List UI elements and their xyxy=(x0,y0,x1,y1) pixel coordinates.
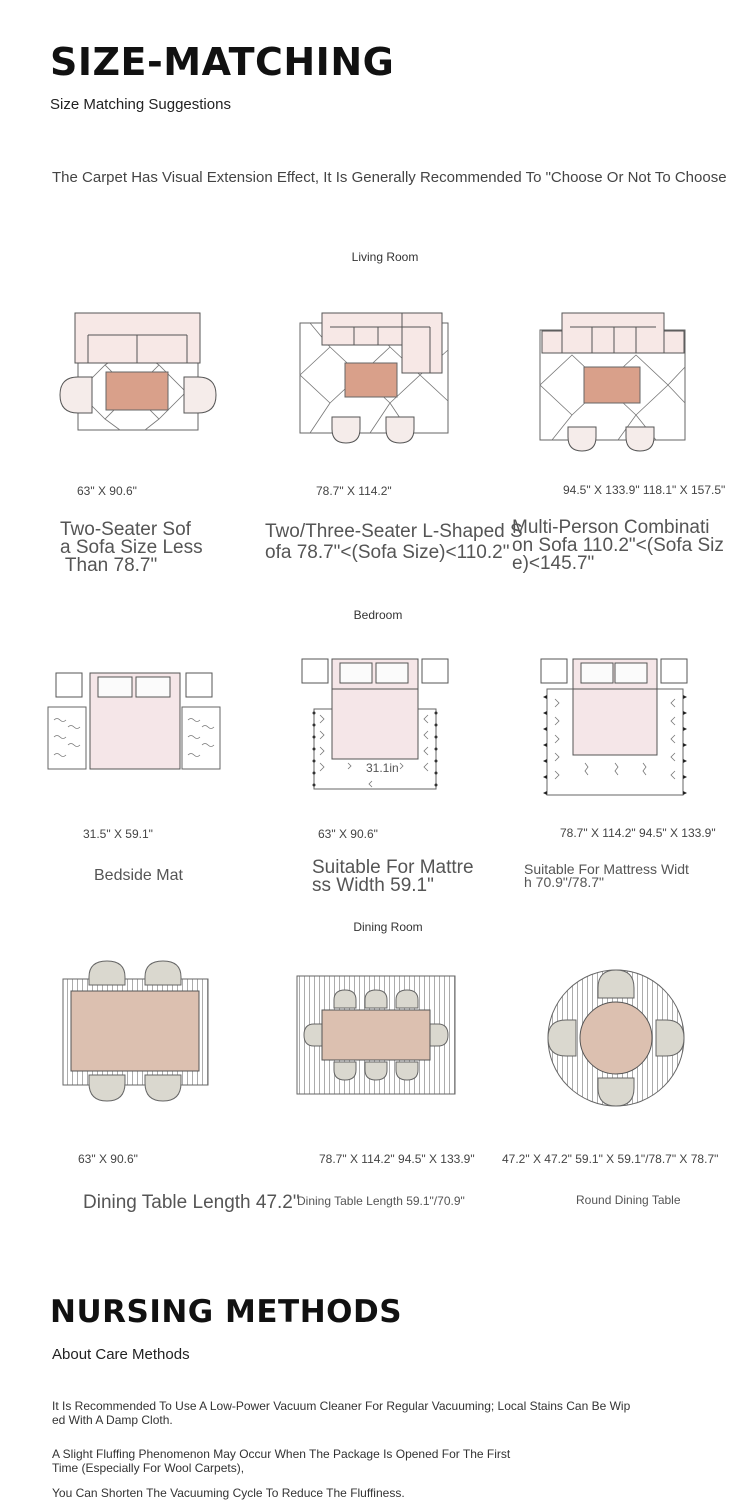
dining-small-illustration xyxy=(55,955,215,1110)
dining-round-description: Round Dining Table xyxy=(576,1193,681,1207)
size-label: 31.5" X 59.1" xyxy=(83,827,153,841)
living-large-description: Multi-Person Combinati on Sofa 110.2"<(Sofa Siz e)<145.7" xyxy=(512,517,724,575)
care-paragraph-1: It Is Recommended To Use A Low-Power Vacuum Cleaner For Regular Vacuuming; Local Stains Can Be Wip ed With A Damp Cloth. xyxy=(52,1399,631,1428)
size-label: 78.7" X 114.2" 94.5" X 133.9" xyxy=(319,1152,475,1166)
living-small-description: Two-Seater Sof a Sofa Size Less Than 78.7" xyxy=(60,519,203,577)
dining-medium-description: Dining Table Length 59.1"/70.9" xyxy=(297,1194,465,1208)
intro-text: The Carpet Has Visual Extension Effect, It Is Generally Recommended To "Choose Or Not To Choose xyxy=(52,169,727,186)
living-room-large-illustration xyxy=(530,305,700,455)
bedroom-large-illustration xyxy=(535,655,695,800)
living-medium-description: Two/Three-Seater L-Shaped S ofa 78.7"<(Sofa Size)<110.2" xyxy=(265,521,523,563)
bedroom-medium-illustration xyxy=(300,655,455,795)
living-room-medium-illustration xyxy=(290,305,460,445)
dining-room-label: Dining Room xyxy=(353,920,423,934)
size-label: 63" X 90.6" xyxy=(78,1152,138,1166)
bedroom-bedside-illustration xyxy=(42,665,242,775)
size-label: 78.7" X 114.2" xyxy=(316,484,392,498)
size-label: 63" X 90.6" xyxy=(318,827,378,841)
page-subtitle: Size Matching Suggestions xyxy=(50,96,231,113)
size-label: 94.5" X 133.9" 118.1" X 157.5" xyxy=(563,483,726,497)
size-label: 78.7" X 114.2" 94.5" X 133.9" xyxy=(560,826,716,840)
dining-small-description: Dining Table Length 47.2" xyxy=(83,1192,300,1213)
dining-round-illustration xyxy=(540,962,695,1112)
living-room-label: Living Room xyxy=(351,250,419,264)
care-paragraph-3: You Can Shorten The Vacuuming Cycle To Reduce The Fluffiness. xyxy=(52,1486,405,1500)
nursing-subtitle: About Care Methods xyxy=(52,1346,190,1363)
rug-dimension-mark: 31.1in xyxy=(366,761,399,775)
care-paragraph-2: A Slight Fluffing Phenomenon May Occur When The Package Is Opened For The First Time (Especially For Wool Carpets), xyxy=(52,1447,511,1476)
nursing-title: NURSING METHODS xyxy=(50,1294,403,1330)
bedroom-large-description: Suitable For Mattress Widt h 70.9"/78.7" xyxy=(524,861,689,890)
size-label: 47.2" X 47.2" 59.1" X 59.1"/78.7" X 78.7" xyxy=(502,1152,719,1166)
bedroom-bedside-description: Bedside Mat xyxy=(94,867,183,884)
dining-medium-illustration xyxy=(292,970,462,1100)
page-title: SIZE-MATCHING xyxy=(50,40,395,84)
bedroom-label: Bedroom xyxy=(353,608,403,622)
size-label: 63" X 90.6" xyxy=(77,484,137,498)
living-room-small-illustration xyxy=(50,305,230,435)
bedroom-medium-description: Suitable For Mattre ss Width 59.1" xyxy=(312,857,474,897)
